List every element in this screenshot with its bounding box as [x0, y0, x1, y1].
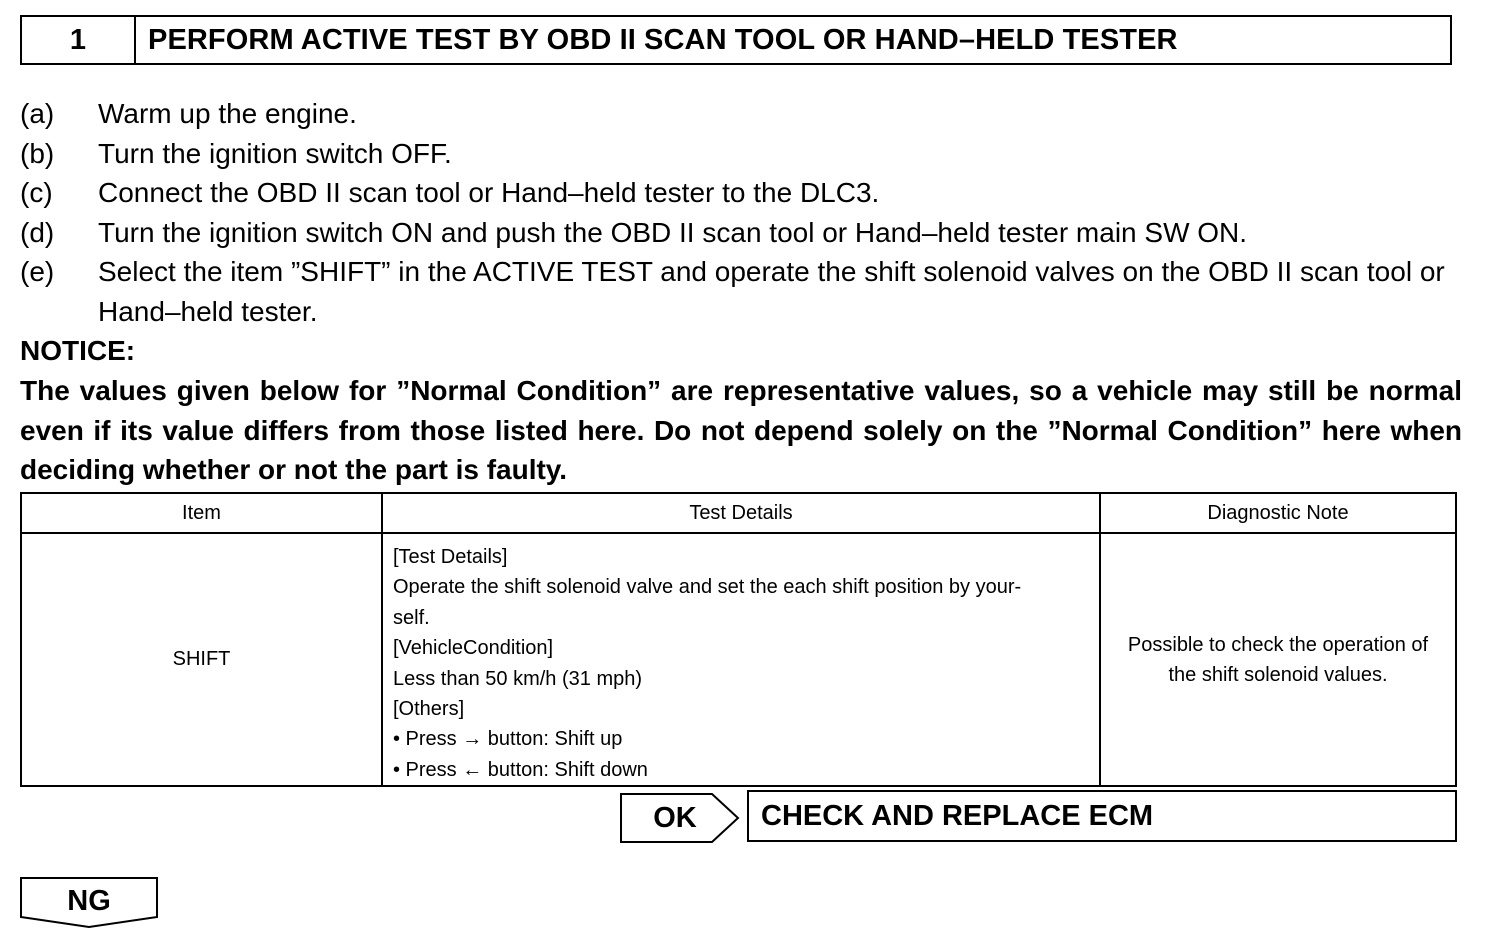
step-text: Warm up the engine.: [98, 98, 357, 129]
step-letter: (d): [20, 216, 55, 248]
step-row: [20, 134, 1470, 174]
procedure-steps: [20, 94, 1470, 331]
cell-test-details: [382, 533, 1100, 786]
detail-line: [Others]: [393, 698, 465, 721]
ok-label: OK: [653, 801, 697, 834]
step-text: Turn the ignition switch ON and push the OBD II scan tool or Hand–held tester main SW ON.: [98, 216, 1248, 248]
step-text: Select the item ”SHIFT” in the ACTIVE TEST and operate the shift solenoid valves on the OBD II scan tool or Hand–held tester.: [98, 256, 1445, 327]
notice-label: NOTICE:: [20, 335, 136, 366]
column-header-test-details: Test Details: [382, 493, 1100, 533]
notice-text: The values given below for ”Normal Condition” are representative values, so a vehicle may still be normal even if its value differs from those listed here. Do not depend solely on the ”Normal Condition” here when deciding whether or not the part is faulty.: [20, 375, 1462, 485]
detail-line: Less than 50 km/h (31 mph): [393, 667, 643, 690]
table-row: [21, 533, 1456, 786]
cell-item: SHIFT: [21, 533, 382, 786]
step-text: Connect the OBD II scan tool or Hand–held tester to the DLC3.: [98, 177, 880, 208]
ok-arrow-box: [620, 793, 740, 843]
column-header-item: Item: [21, 493, 382, 533]
step-text: Turn the ignition switch OFF.: [98, 137, 452, 169]
step-letter: (b): [20, 137, 55, 169]
column-header-diagnostic-note: Diagnostic Note: [1100, 493, 1456, 533]
step-row: [20, 213, 1470, 253]
ok-result-box: CHECK AND REPLACE ECM: [747, 790, 1457, 842]
note-line: the shift solenoid values.: [1168, 663, 1388, 686]
detail-line: [Test Details]: [393, 546, 508, 568]
detail-line: Operate the shift solenoid valve and set the each shift position by your-: [393, 576, 1022, 599]
detail-line: [VehicleCondition]: [393, 637, 554, 660]
step-row: [20, 94, 1470, 134]
cell-diagnostic-note: [1100, 533, 1456, 786]
step-letter: (a): [20, 98, 55, 129]
step-letter: (c): [20, 177, 53, 208]
active-test-table: [20, 492, 1457, 787]
note-line: Possible to check the operation of: [1127, 633, 1429, 656]
detail-line: • Press → button: Shift up: [393, 728, 623, 751]
detail-line: self.: [393, 606, 430, 629]
detail-line: • Press ← button: Shift down: [393, 758, 648, 781]
ng-label: NG: [67, 884, 111, 917]
step-number: 1: [22, 17, 136, 63]
step-letter: (e): [20, 256, 55, 287]
step-row: [20, 252, 1470, 331]
step-title: PERFORM ACTIVE TEST BY OBD II SCAN TOOL OR HAND–HELD TESTER: [148, 23, 1178, 56]
step-row: [20, 173, 1470, 213]
ng-arrow-box: [20, 877, 160, 929]
step-header: [20, 15, 1452, 65]
table-header-row: [21, 493, 1456, 533]
